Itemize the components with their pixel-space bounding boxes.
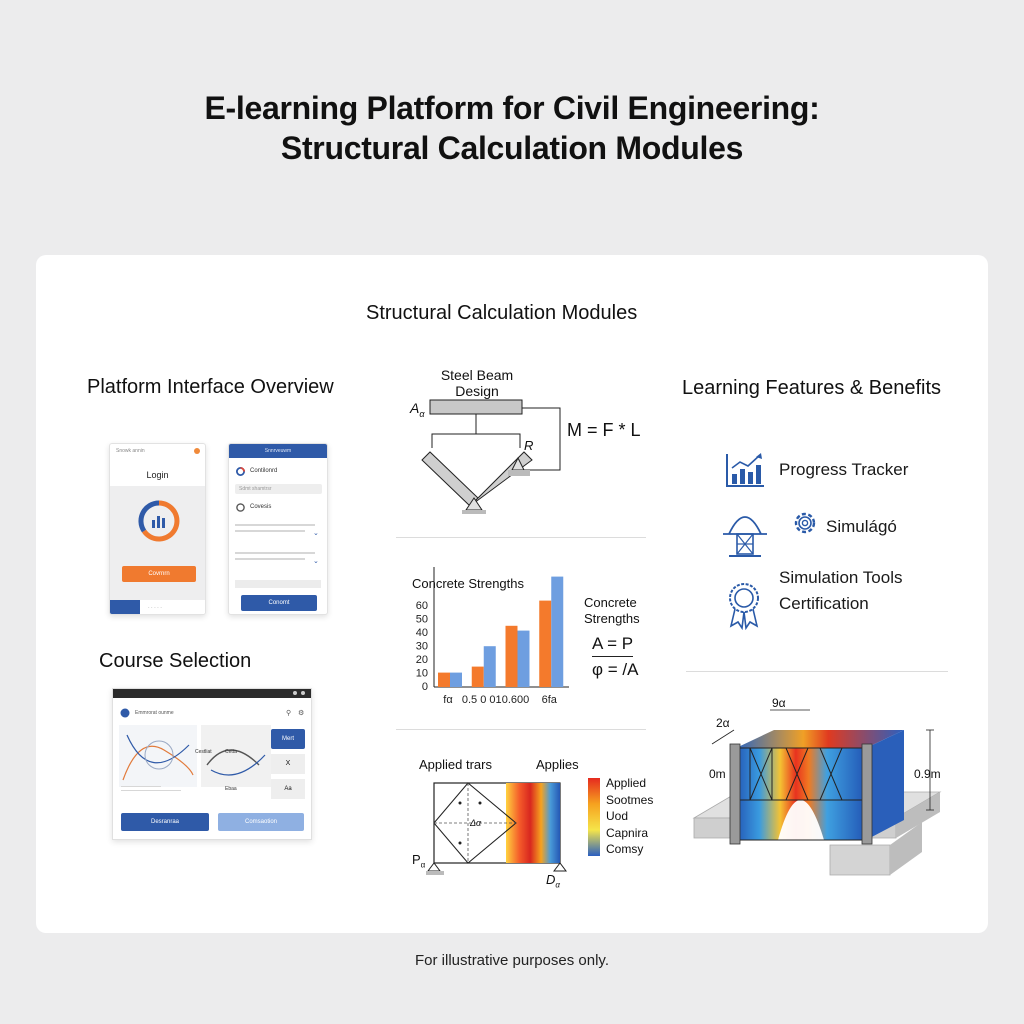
legend-label: Comsy <box>606 842 644 856</box>
dimension-label: 9α <box>772 696 786 710</box>
stress-label: Applied trars <box>419 757 492 772</box>
bar-chart-icon <box>724 452 766 488</box>
chevron-down-icon[interactable]: ⌄ <box>313 530 319 537</box>
phone-header-text: Snnrveuwm <box>264 448 292 454</box>
stress-label-p-sub: α <box>420 860 426 870</box>
feature-simulation: Simulágó <box>826 517 897 536</box>
x-tick-label: 0.5 0 01 <box>461 694 502 706</box>
concrete-strength-chart <box>404 560 574 710</box>
phone-header-bar <box>229 444 327 458</box>
list-item[interactable] <box>235 530 305 532</box>
award-badge-icon <box>725 580 763 630</box>
stress-label-d-sub: α <box>555 880 560 890</box>
course-row-1[interactable]: Contilonrd <box>250 468 278 474</box>
bar <box>472 667 484 687</box>
list-item <box>121 790 181 791</box>
minimize-icon[interactable] <box>293 691 297 695</box>
bar <box>484 646 496 687</box>
footer-tab-active[interactable] <box>110 600 140 614</box>
login-button[interactable]: Covrnrn <box>122 566 196 582</box>
window-title-bar <box>113 689 311 698</box>
pie-icon <box>236 467 245 476</box>
app-logo-icon <box>120 708 130 718</box>
beam-title-line-2: Design <box>455 383 499 399</box>
graph-label: Cestliat <box>195 749 212 755</box>
course-selection-heading: Course Selection <box>99 650 252 672</box>
y-tick-label: 0 <box>421 681 428 693</box>
legend-label: Capnira <box>606 825 649 840</box>
legend-label: Uod <box>606 809 629 823</box>
beam-title-line-1: Steel Beam <box>440 367 514 383</box>
divider <box>686 671 948 672</box>
legend-label: Sootmes <box>606 792 654 807</box>
bar <box>450 673 462 687</box>
y-tick-label: 10 <box>415 667 428 680</box>
side-button[interactable]: X <box>271 754 305 774</box>
phone-status-text: Snowk annin <box>116 448 145 454</box>
chevron-down-icon[interactable]: ⌄ <box>313 558 319 565</box>
crane-tower-icon <box>719 506 771 558</box>
divider <box>396 729 646 730</box>
modules-heading: Structural Calculation Modules <box>366 302 638 324</box>
beam-label-a-text: A <box>410 400 420 416</box>
feature-progress-tracker: Progress Tracker <box>779 460 909 479</box>
phone-footer <box>110 600 206 614</box>
dimension-label: 0m <box>709 767 726 781</box>
side-button[interactable]: Mert <box>271 729 305 749</box>
legend-label: Applied <box>606 776 647 790</box>
beam-title <box>436 367 518 399</box>
course-selection-window <box>112 688 312 840</box>
beam-label-a-sub: α <box>419 408 425 419</box>
progress-ring-icon <box>136 498 182 544</box>
notification-dot-icon <box>194 448 200 454</box>
stress-contour-diagram <box>420 775 580 885</box>
feature-certification: Certification <box>779 594 869 613</box>
list-item[interactable] <box>235 558 305 560</box>
stress-mid-label: Δα <box>470 818 482 828</box>
graph-label: Cetta <box>225 749 237 755</box>
x-tick-label: 6fa <box>541 694 557 706</box>
divider <box>396 537 646 538</box>
search-icon[interactable]: ⚲ <box>286 710 292 717</box>
gear-icon <box>790 508 820 538</box>
close-icon[interactable] <box>301 691 305 695</box>
formula-stress: φ = /A <box>592 660 639 679</box>
stress-label-p-text: P <box>412 852 421 867</box>
footer-tab-text: · · · · · <box>148 605 162 611</box>
x-tick-label: 0.600 <box>501 694 530 706</box>
primary-button[interactable]: Desranraa <box>121 813 209 831</box>
graph-label: Ebaa <box>225 786 237 792</box>
bar <box>506 626 518 687</box>
color-legend-bar <box>588 778 600 856</box>
side-title-line-1: Concrete <box>584 595 637 610</box>
beam-formula: M = F * L <box>567 420 641 440</box>
feature-simulation-tools: Simulation Tools <box>779 568 903 587</box>
login-label: Login <box>146 470 169 480</box>
progress-bar <box>235 580 321 588</box>
bar <box>551 577 563 687</box>
secondary-button[interactable]: Comsaotion <box>218 813 304 831</box>
list-item[interactable] <box>235 552 315 554</box>
y-tick-label: 20 <box>415 654 428 666</box>
x-tick-label: fα <box>443 694 453 706</box>
course-row-2[interactable]: Covesis <box>250 504 272 510</box>
chart-title: Concrete Strengths <box>412 576 525 591</box>
bar <box>539 601 551 687</box>
features-heading: Learning Features & Benefits <box>682 377 942 399</box>
course-preview-graph <box>119 725 277 787</box>
side-title-line-2: Strengths <box>584 611 640 626</box>
y-tick-label: 30 <box>415 640 428 653</box>
settings-icon[interactable]: ⚙ <box>298 710 305 717</box>
stress-label-p <box>412 852 425 870</box>
y-tick-label: 40 <box>415 627 428 639</box>
beam-label-r: R <box>524 438 534 453</box>
course-icon <box>236 503 245 512</box>
window-header-text: Emmrorat ounme <box>135 710 174 716</box>
login-phone-mockup <box>109 443 206 615</box>
page-title-line-1: E-learning Platform for Civil Engineering: <box>204 90 820 126</box>
search-input[interactable]: Sdmt shamtrsr <box>235 484 322 494</box>
stress-label: Applies <box>536 757 579 772</box>
dimension-label: 2α <box>716 716 730 730</box>
stress-label-d-text: D <box>546 872 556 887</box>
dimension-label: 0.9m <box>914 767 941 781</box>
phone-status-bar <box>110 444 205 458</box>
y-tick-label: 60 <box>415 600 428 612</box>
bar <box>518 631 530 687</box>
chart-side-title <box>584 595 640 627</box>
continue-button[interactable]: Conomt <box>241 595 317 611</box>
color-legend <box>606 775 653 858</box>
side-button[interactable]: Aa <box>271 779 305 799</box>
y-tick-label: 50 <box>415 613 428 626</box>
page-title <box>0 88 1024 168</box>
list-item <box>121 786 161 787</box>
footer-disclaimer: For illustrative purposes only. <box>415 952 609 969</box>
bar <box>438 673 450 687</box>
formula-area: A = P <box>592 634 633 657</box>
interface-overview-heading: Platform Interface Overview <box>87 376 334 398</box>
page-title-line-2: Structural Calculation Modules <box>280 130 744 166</box>
steel-beam-diagram <box>420 398 565 516</box>
list-item[interactable] <box>235 524 315 526</box>
course-phone-mockup <box>228 443 328 615</box>
stress-label-d <box>546 872 560 890</box>
